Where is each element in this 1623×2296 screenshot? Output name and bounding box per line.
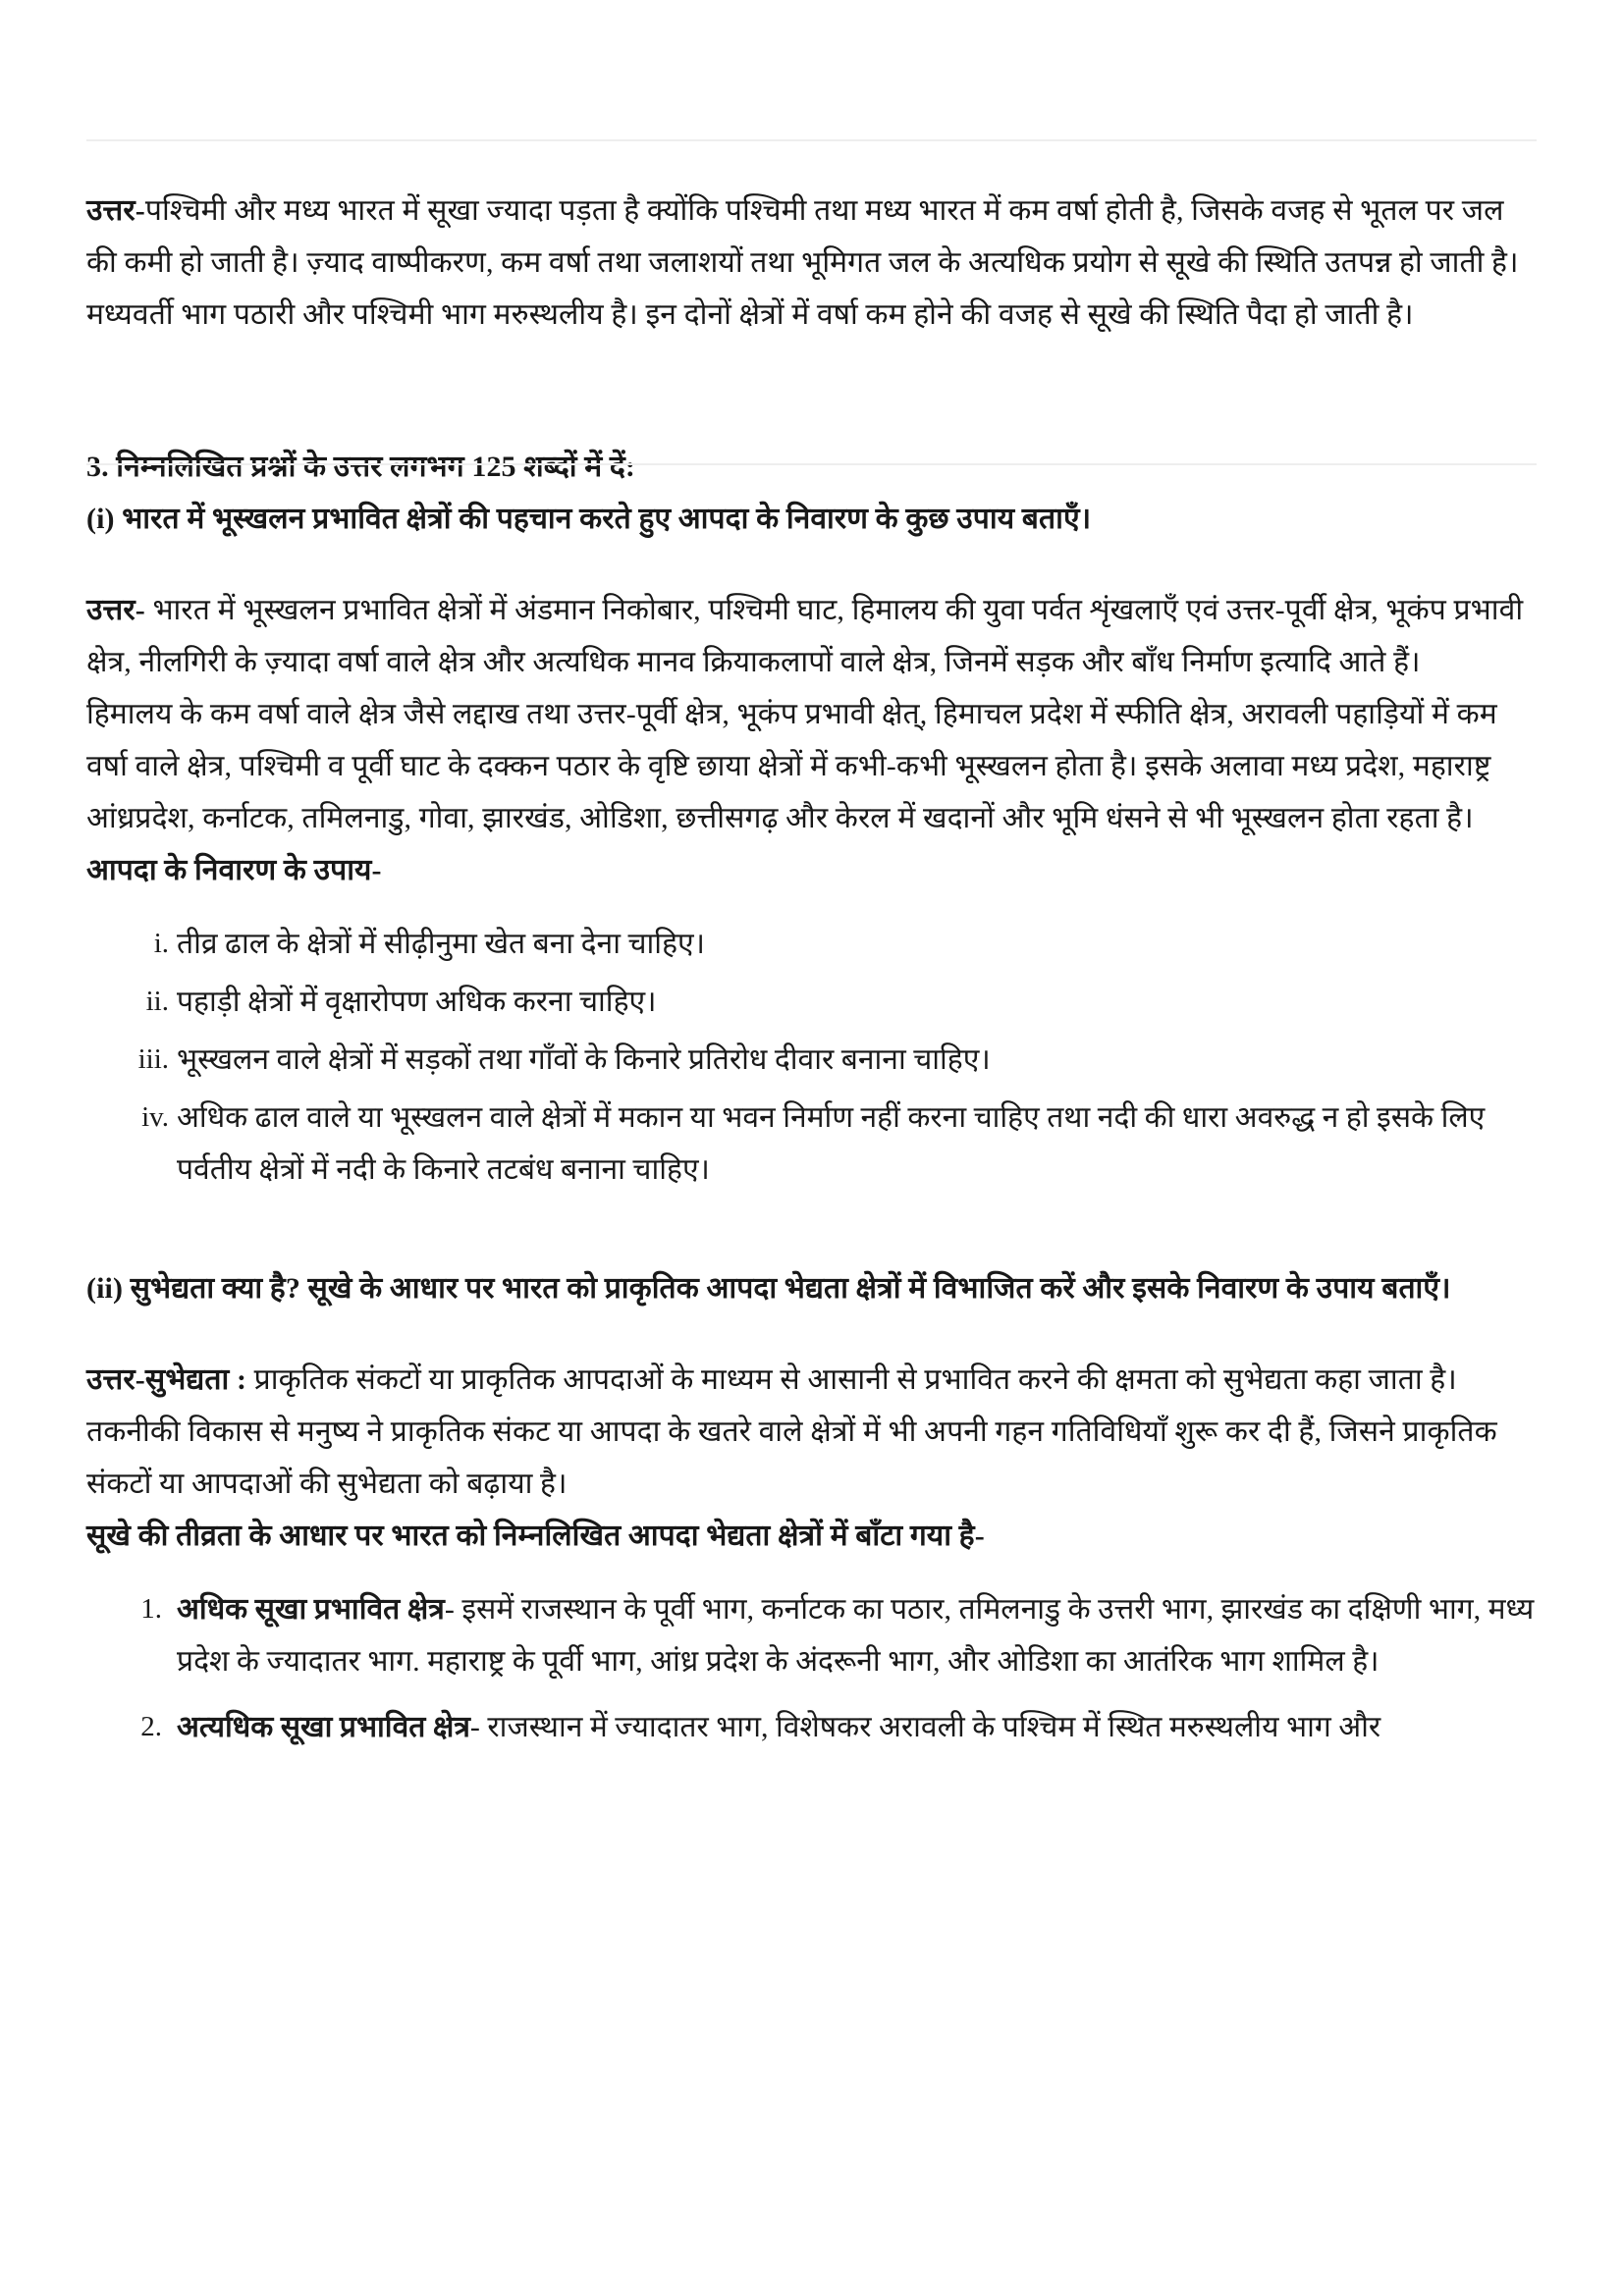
section-heading: 3. निम्नलिखित प्रश्नों के उत्तर लगभग 125 शब्दों में दें: [86, 451, 635, 483]
measures-heading: आपदा के निवारण के उपाय- [86, 854, 382, 886]
list-item [153, 918, 1537, 970]
list-item-text: अधिक ढाल वाले या भूस्खलन वाले क्षेत्रों में मकान या भवन निर्माण नहीं करना चाहिए तथा नदी की धारा अवरुद्ध न हो इसके लिए पर्वतीय क्षेत्रों में नदी के किनारे तटबंध बनाना चाहिए। [177, 1101, 1486, 1186]
list-item-label: अत्यधिक सूखा प्रभावित क्षेत्र [177, 1711, 470, 1743]
answer-2-paragraph-1-text: प्राकृतिक संकटों या प्राकृतिक आपदाओं के माध्यम से आसानी से प्रभावित करने की क्षमता को सुभेद्यता कहा जाता है। तकनीकी विकास से मनुष्य ने प्राकृतिक संकट या आपदा के खतरे वाले क्षेत्रों में भी अपनी गहन गतिविधियाँ शुरू कर दी हैं, जिसने प्राकृतिक संकटों या आपदाओं की सुभेद्यता को बढ़ाया है। [86, 1363, 1497, 1500]
list-item-text: - राजस्थान में ज्यादातर भाग, विशेषकर अरावली के पश्चिम में स्थित मरुस्थलीय भाग और [469, 1711, 1381, 1743]
question-2-heading: (ii) सुभेद्यता क्या है? सूखे के आधार पर भारत को प्राकृतिक आपदा भेद्यता क्षेत्रों में विभाजित करें और इसके निवारण के उपाय बताएँ। [86, 1272, 1451, 1305]
list-marker: iii. [137, 1043, 169, 1075]
list-item [141, 1092, 1537, 1196]
measures-list [86, 918, 1537, 1196]
zones-heading: सूखे की तीव्रता के आधार पर भारत को निम्नलिखित आपदा भेद्यता क्षेत्रों में बाँटा गया है- [86, 1520, 985, 1552]
answer-1-paragraph-2: हिमालय के कम वर्षा वाले क्षेत्र जैसे लद्दाख तथा उत्तर-पूर्वी क्षेत्र, भूकंप प्रभावी क्षेत्, हिमाचल प्रदेश में स्फीति क्षेत्र, अरावली पहाड़ियों में कम वर्षा वाले क्षेत्र, पश्चिमी व पूर्वी घाट के दक्कन पठार के वृष्टि छाया क्षेत्रों में कभी-कभी भूस्खलन होता है। इसके अलावा मध्य प्रदेश, महाराष्ट्र आंध्रप्रदेश, कर्नाटक, तमिलनाडु, गोवा, झारखंड, ओडिशा, छत्तीसगढ़ और केरल में खदानों और भूमि धंसने से भी भूस्खलन होता रहता है। [86, 698, 1497, 834]
intro-paragraph-text: पश्चिमी और मध्य भारत में सूखा ज्यादा पड़ता है क्योंकि पश्चिमी तथा मध्य भारत में कम वर्षा होती है, जिसके वजह से भूतल पर जल की कमी हो जाती है। ज़्याद वाष्पीकरण, कम वर्षा तथा जलाशयों तथा भूमिगत जल के अत्यधिक प्रयोग से सूखे की स्थिति उतपन्न हो जाती है। मध्यवर्ती भाग पठारी और पश्चिमी भाग मरुस्थलीय है। इन दोनों क्षेत्रों में वर्षा कम होने की वजह से सूखे की स्थिति पैदा हो जाती है। [86, 194, 1519, 331]
list-marker: 2. [140, 1711, 162, 1742]
list-item [137, 1034, 1537, 1086]
list-item-text: पहाड़ी क्षेत्रों में वृक्षारोपण अधिक करना चाहिए। [177, 986, 657, 1018]
list-item-text: तीव्र ढाल के क्षेत्रों में सीढ़ीनुमा खेत बना देना चाहिए। [177, 928, 705, 960]
list-item [140, 1701, 1537, 1753]
spacer-before-measures-list [86, 896, 1537, 918]
list-item [140, 1583, 1537, 1687]
spacer-before-answer-2 [86, 1314, 1537, 1354]
spacer-before-zones-list [86, 1562, 1537, 1583]
list-item-text: भूस्खलन वाले क्षेत्रों में सड़कों तथा गाँवों के किनारे प्रतिरोध दीवार बनाना चाहिए। [177, 1043, 991, 1076]
question-1-heading: (i) भारत में भूस्खलन प्रभावित क्षेत्रों की पहचान करते हुए आपदा के निवारण के कुछ उपाय बताएँ। [86, 503, 1092, 535]
list-item [145, 976, 1537, 1028]
spacer-before-section [86, 401, 1537, 441]
list-marker: 1. [140, 1593, 162, 1625]
answer-2-lead: उत्तर-सुभेद्यता : [86, 1363, 254, 1396]
list-item-label: अधिक सूखा प्रभावित क्षेत्र [177, 1593, 445, 1626]
answer-2-paragraph-1 [86, 1354, 1537, 1510]
intro-paragraph-lead: उत्तर- [86, 194, 145, 227]
list-item-text: - इसमें राजस्थान के पूर्वी भाग, कर्नाटक का पठार, तमिलनाडु के उत्तरी भाग, झारखंड का दक्षिणी भाग, मध्य प्रदेश के ज्यादातर भाग. महाराष्ट्र के पूर्वी भाग, आंध्र प्रदेश के अंदरूनी भाग, और ओडिशा का आतंरिक भाग शामिल है। [177, 1593, 1535, 1678]
answer-1-lead: उत्तर- [86, 594, 153, 626]
answer-1-paragraph-1-text: भारत में भूस्खलन प्रभावित क्षेत्रों में अंडमान निकोबार, पश्चिमी घाट, हिमालय की युवा पर्वत शृंखलाएँ एवं उत्तर-पूर्वी क्षेत्र, भूकंप प्रभावी क्षेत्र, नीलगिरी के ज़्यादा वर्षा वाले क्षेत्र और अत्यधिक मानव क्रियाकलापों वाले क्षेत्र, जिनमें सड़क और बाँध निर्माण इत्यादि आते हैं। [86, 594, 1524, 678]
intro-paragraph [86, 185, 1537, 341]
drought-zones-list [86, 1583, 1537, 1753]
top-divider-rule [86, 139, 1537, 141]
spacer-before-question-2 [86, 1201, 1537, 1262]
list-marker: ii. [145, 986, 169, 1017]
section-divider-rule [86, 463, 1537, 465]
list-marker: i. [153, 928, 169, 959]
answer-1-paragraph-1 [86, 584, 1537, 688]
spacer-after-intro [86, 341, 1537, 401]
list-marker: iv. [141, 1101, 169, 1133]
spacer-before-answer-1 [86, 545, 1537, 584]
